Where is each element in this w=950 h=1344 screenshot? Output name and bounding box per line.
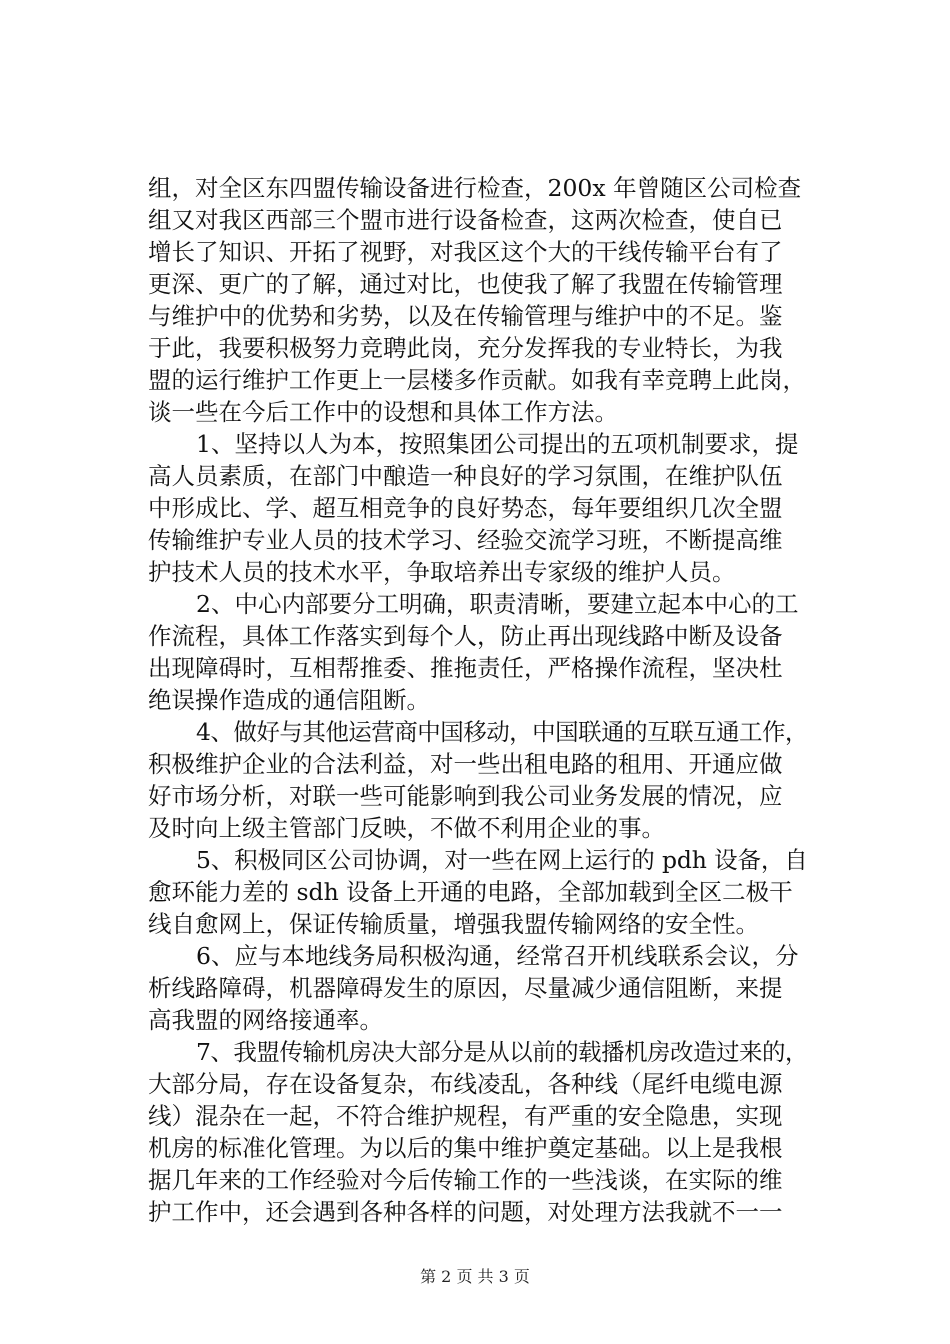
text-line: 盟的运行维护工作更上一层楼多作贡献。如我有幸竞聘上此岗，	[148, 366, 806, 394]
text-line: 于此，我要积极努力竞聘此岗，充分发挥我的专业特长，为我	[148, 334, 783, 362]
text-line: 好市场分析，对联一些可能影响到我公司业务发展的情况，应	[148, 782, 783, 810]
document-body	[148, 172, 808, 1228]
text-line: 析线路障碍，机器障碍发生的原因，尽量减少通信阻断，来提	[148, 974, 783, 1002]
text-line: 绝误操作造成的通信阻断。	[148, 686, 430, 714]
text-line: 4、做好与其他运营商中国移动，中国联通的互联互通工作，	[196, 718, 808, 746]
text-line: 增长了知识、开拓了视野，对我区这个大的干线传输平台有了	[148, 238, 783, 266]
text-line: 与维护中的优势和劣势，以及在传输管理与维护中的不足。鉴	[148, 302, 783, 330]
text-line: 护技术人员的技术水平，争取培养出专家级的维护人员。	[148, 558, 736, 586]
text-line: 大部分局，存在设备复杂，布线凌乱，各种线（尾纤电缆电源	[148, 1070, 783, 1098]
page-footer: 第 2 页 共 3 页	[420, 1267, 530, 1286]
text-line: 2、中心内部要分工明确，职责清晰，要建立起本中心的工	[196, 590, 799, 618]
text-line: 1、坚持以人为本，按照集团公司提出的五项机制要求，提	[196, 430, 799, 458]
text-line: 出现障碍时，互相帮推委、推拖责任，严格操作流程，坚决杜	[148, 654, 783, 682]
text-line: 作流程，具体工作落实到每个人，防止再出现线路中断及设备	[148, 622, 783, 650]
text-line: 愈环能力差的 sdh 设备上开通的电路，全部加载到全区二极干	[148, 878, 793, 906]
text-line: 更深、更广的了解，通过对比，也使我了解了我盟在传输管理	[148, 270, 783, 298]
text-line: 高我盟的网络接通率。	[148, 1006, 383, 1034]
text-line: 线）混杂在一起，不符合维护规程，有严重的安全隐患，实现	[148, 1102, 783, 1130]
text-line: 中形成比、学、超互相竞争的良好势态，每年要组织几次全盟	[148, 494, 783, 522]
text-line: 7、我盟传输机房决大部分是从以前的载播机房改造过来的，	[196, 1038, 808, 1066]
text-line: 据几年来的工作经验对今后传输工作的一些浅谈，在实际的维	[148, 1166, 783, 1194]
text-line: 线自愈网上，保证传输质量，增强我盟传输网络的安全性。	[148, 910, 759, 938]
text-line: 组又对我区西部三个盟市进行设备检查，这两次检查，使自已	[148, 206, 783, 234]
text-line: 高人员素质，在部门中酿造一种良好的学习氛围，在维护队伍	[148, 462, 783, 490]
text-line: 谈一些在今后工作中的设想和具体工作方法。	[148, 398, 618, 426]
text-line: 护工作中，还会遇到各种各样的问题，对处理方法我就不一一	[148, 1198, 783, 1226]
text-line: 6、应与本地线务局积极沟通，经常召开机线联系会议，分	[196, 942, 799, 970]
text-line: 机房的标准化管理。为以后的集中维护奠定基础。以上是我根	[148, 1134, 783, 1162]
text-line: 及时向上级主管部门反映，不做不利用企业的事。	[148, 814, 665, 842]
text-line: 5、积极同区公司协调，对一些在网上运行的 pdh 设备，自	[196, 846, 808, 874]
text-line: 积极维护企业的合法利益，对一些出租电路的租用、开通应做	[148, 750, 783, 778]
text-line: 传输维护专业人员的技术学习、经验交流学习班，不断提高维	[148, 526, 783, 554]
text-line: 组，对全区东四盟传输设备进行检查，200x 年曾随区公司检查	[148, 174, 802, 202]
